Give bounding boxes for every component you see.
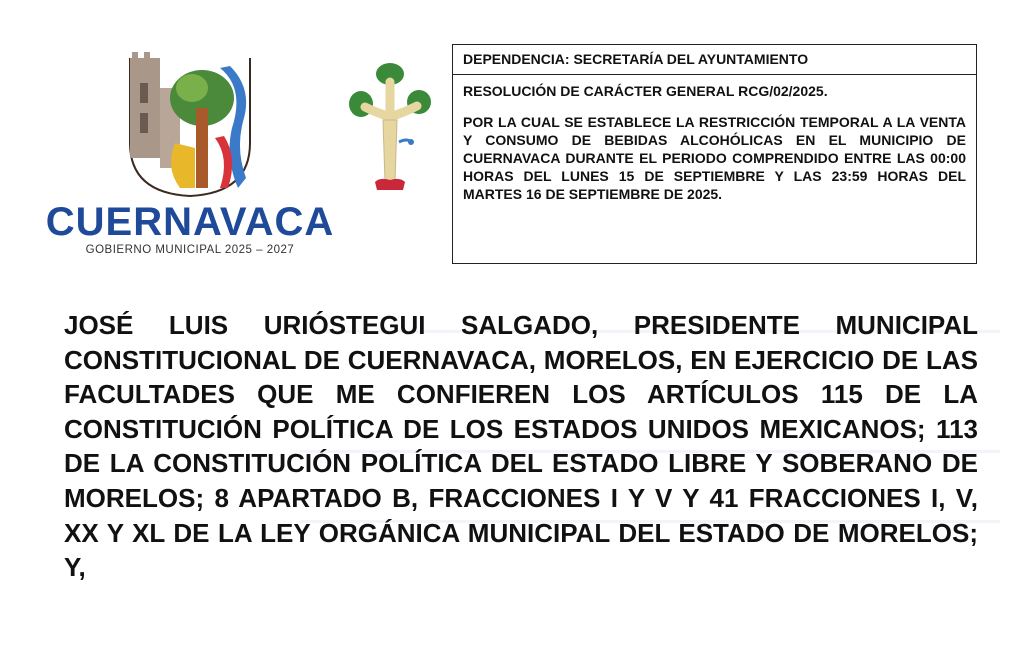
resolucion-line: RESOLUCIÓN DE CARÁCTER GENERAL RCG/02/2025.: [463, 83, 828, 99]
resolution-description: POR LA CUAL SE ESTABLECE LA RESTRICCIÓN TEMPORAL A LA VENTA Y CONSUMO DE BEBIDAS ALCOHÓLICAS EN EL MUNICIPIO DE CUERNAVACA DURANTE EL PERIODO COMPRENDIDO ENTRE LAS 00:00 HORAS DEL LUNES 15 DE SEPTIEMBRE Y LAS 23:59 HORAS DEL MARTES 16 DE SEPTIEMBRE DE 2025.: [463, 114, 966, 202]
logo-subtitle: GOBIERNO MUNICIPAL 2025 – 2027: [85, 244, 295, 256]
municipal-logo: [40, 40, 340, 270]
preamble-paragraph: JOSÉ LUIS URIÓSTEGUI SALGADO, PRESIDENTE MUNICIPAL CONSTITUCIONAL DE CUERNAVACA, MORELOS, EN EJERCICIO DE LAS FACULTADES QUE ME CONFIEREN LOS ARTÍCULOS 115 DE LA CONSTITUCIÓN POLÍTICA DE LOS ESTADOS UNIDOS MEXICANOS; 113 DE LA CONSTITUCIÓN POLÍTICA DEL ESTADO LIBRE Y SOBERANO DE MORELOS; 8 APARTADO B, FRACCIONES I Y V Y 41 FRACCIONES I, V, XX Y XL DE LA LEY ORGÁNICA MUNICIPAL DEL ESTADO DE MORELOS; Y,: [64, 310, 978, 583]
resolution-info-box: [452, 44, 977, 264]
logo-name: CUERNAVACA: [45, 200, 335, 244]
dependencia-line: DEPENDENCIA: SECRETARÍA DEL AYUNTAMIENTO: [453, 45, 976, 75]
cuernavaca-emblem-icon: [120, 48, 260, 198]
cuernavaca-tree-glyph-icon: [345, 62, 435, 202]
